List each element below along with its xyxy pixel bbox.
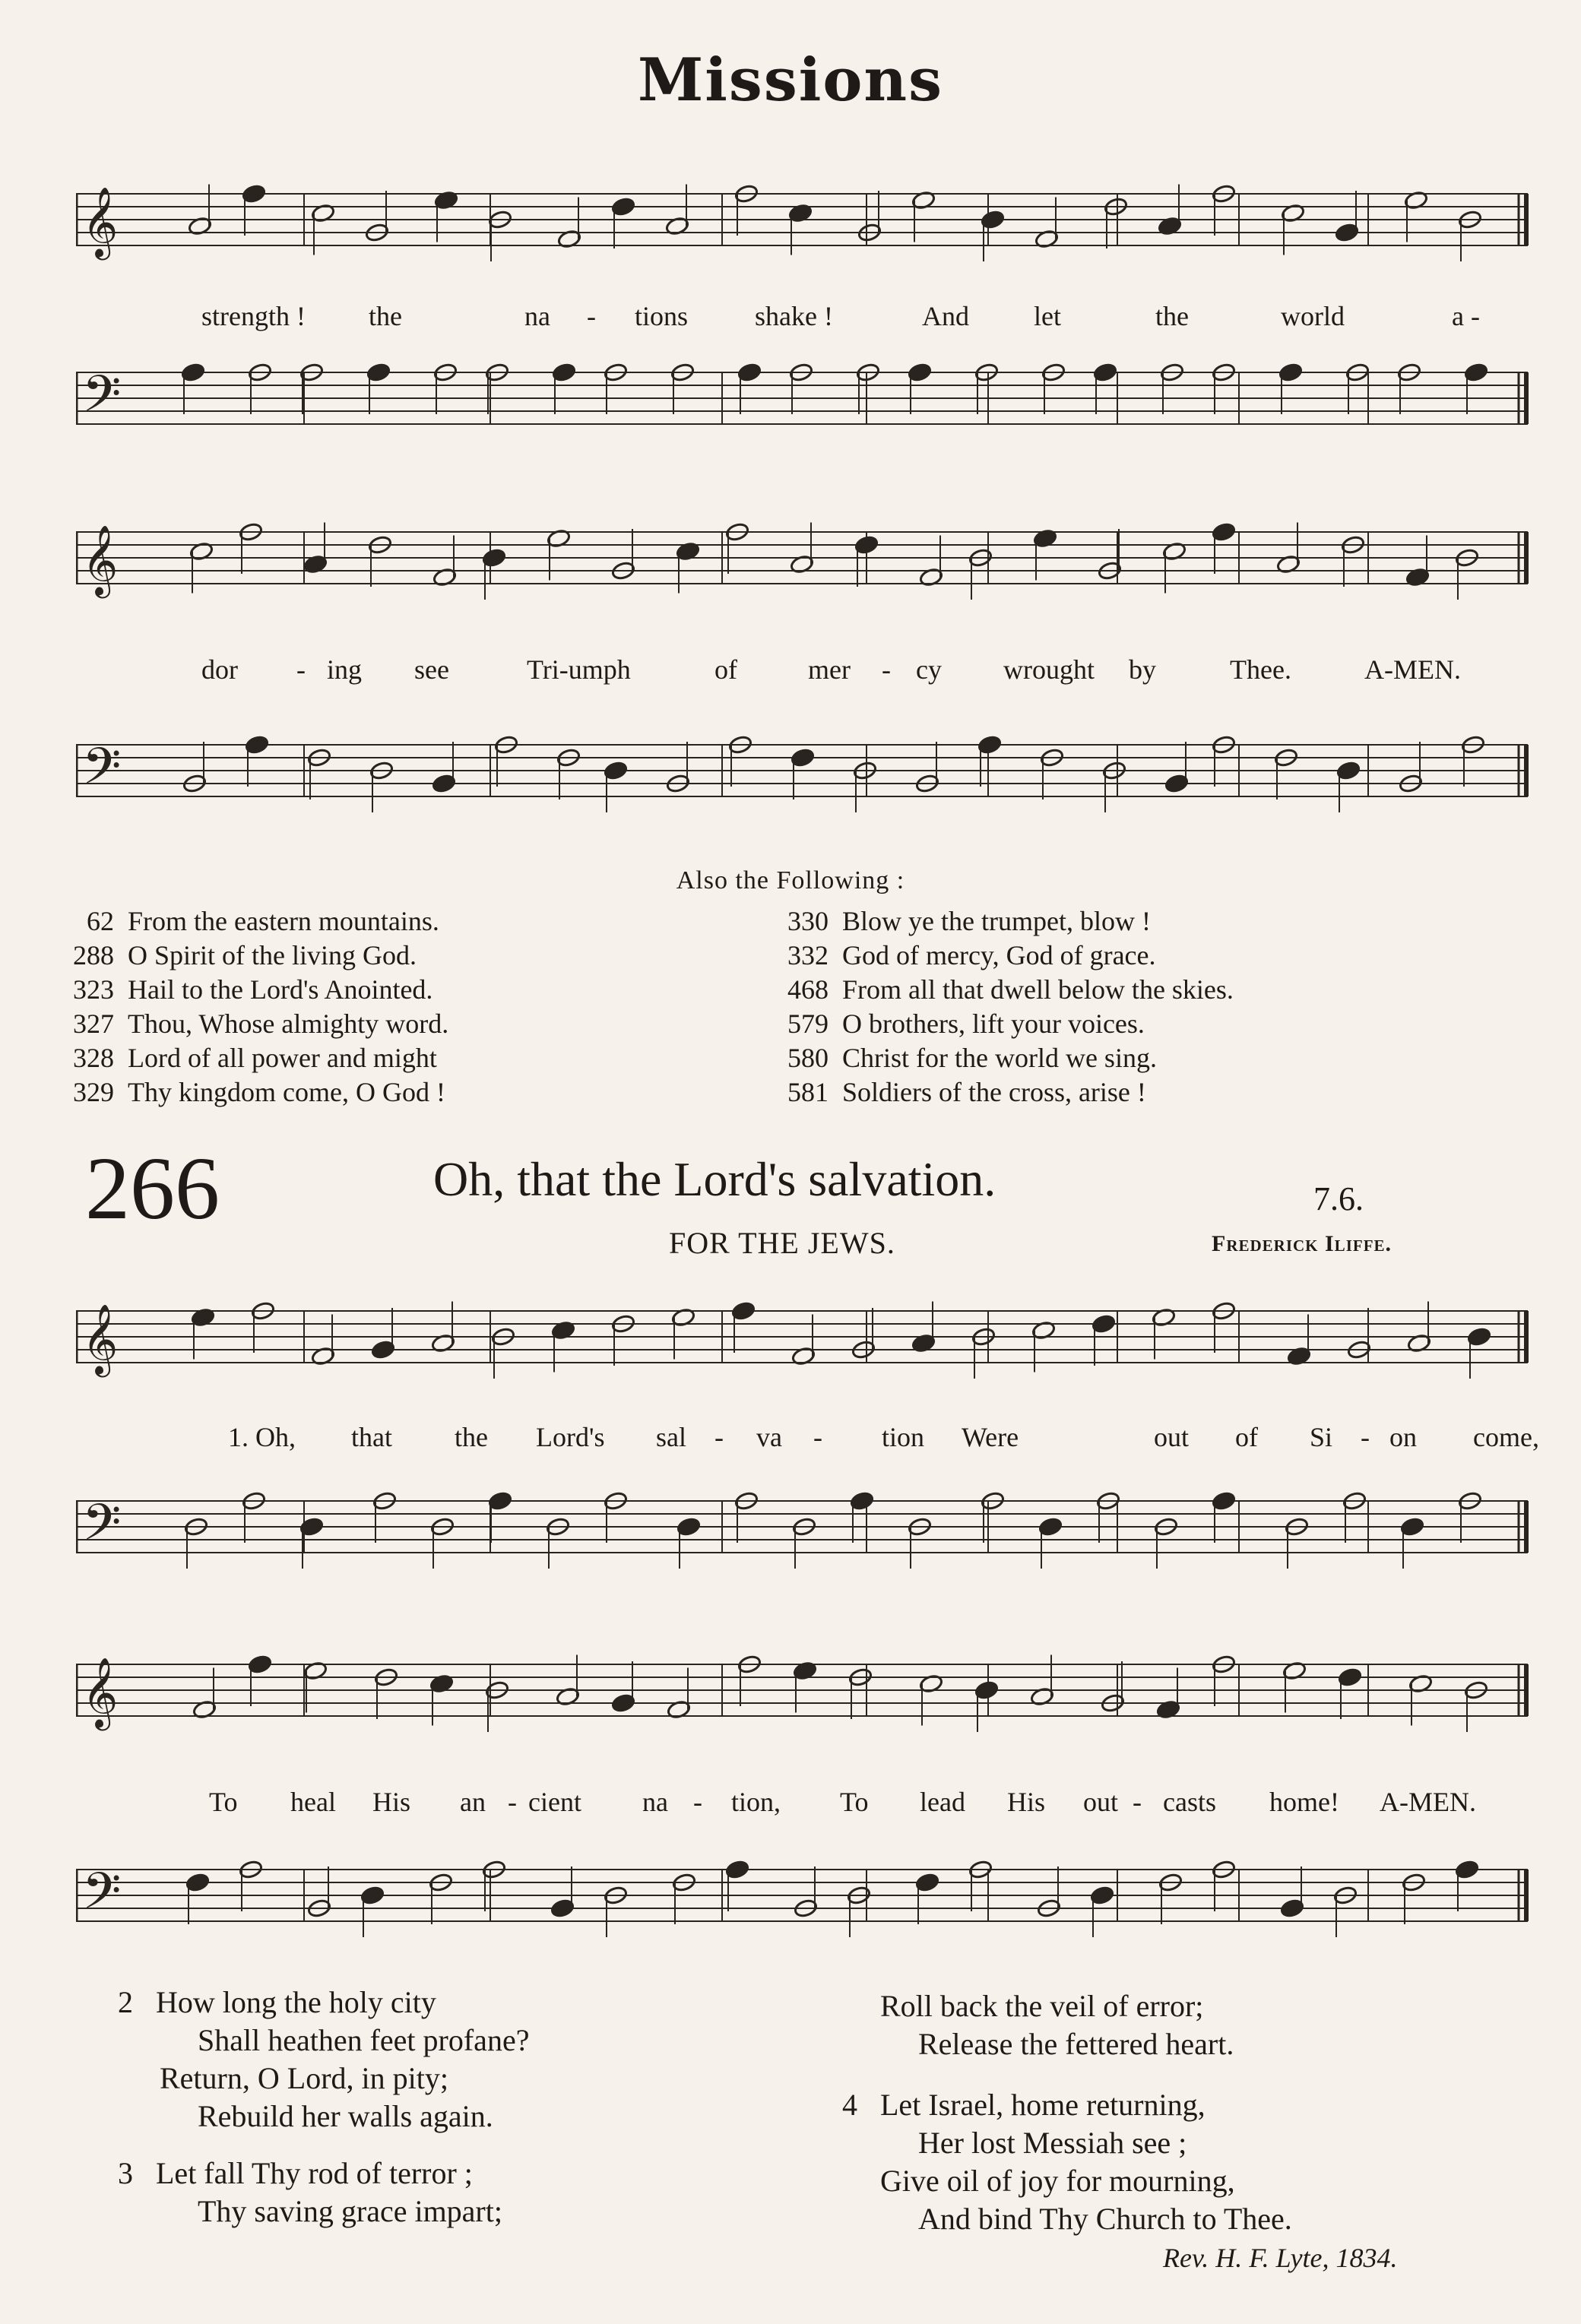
hymn-ref-title: Christ for the world we sing. bbox=[842, 1043, 1157, 1073]
lyric: - bbox=[714, 1422, 724, 1452]
lyric: the bbox=[1155, 301, 1189, 331]
lyric: of bbox=[714, 654, 737, 685]
music-system-4 bbox=[76, 1634, 1535, 1968]
verse-text: Shall heathen feet profane? bbox=[198, 2023, 530, 2057]
hymn-composer: Frederick Iliffe. bbox=[1212, 1231, 1392, 1256]
hymn-reference bbox=[46, 904, 448, 939]
hymn-ref-number: 329 bbox=[73, 1077, 114, 1107]
verse-line bbox=[118, 2193, 529, 2231]
lyric: Lord's bbox=[536, 1422, 605, 1452]
lyric: And bbox=[922, 301, 969, 331]
verses-left bbox=[118, 1984, 529, 2231]
hymn-title: Oh, that the Lord's salvation. bbox=[433, 1152, 996, 1206]
lyric: tions bbox=[635, 301, 689, 331]
lyric: cy bbox=[916, 654, 942, 685]
verse-text: Thy saving grace impart; bbox=[198, 2194, 502, 2228]
lyric: ing bbox=[327, 654, 363, 685]
hymn-ref-number: 328 bbox=[73, 1043, 114, 1073]
bass-staff bbox=[76, 357, 1535, 464]
lyric: Tri-umph bbox=[527, 654, 631, 685]
hymn-ref-title: Thou, Whose almighty word. bbox=[128, 1008, 449, 1039]
hymn-meter: 7.6. bbox=[1313, 1180, 1364, 1217]
lyric: out bbox=[1154, 1422, 1190, 1452]
hymn-ref-number: 580 bbox=[787, 1043, 829, 1073]
lyric: A-MEN. bbox=[1364, 654, 1461, 685]
verse-line bbox=[842, 1987, 1292, 2025]
verse-line bbox=[842, 2200, 1292, 2238]
lyric: strength ! bbox=[201, 301, 306, 331]
lyric: see bbox=[414, 654, 449, 685]
verse-number: 3 bbox=[118, 2156, 133, 2190]
verse-text: And bind Thy Church to Thee. bbox=[918, 2202, 1292, 2236]
svg-text:𝄞: 𝄞 bbox=[82, 1303, 119, 1374]
lyric: by bbox=[1129, 654, 1156, 685]
verse-text: Give oil of joy for mourning, bbox=[880, 2164, 1235, 2198]
hymn-ref-title: God of mercy, God of grace. bbox=[842, 940, 1156, 970]
lyric: Si bbox=[1310, 1422, 1333, 1452]
hymn-reference bbox=[46, 1041, 448, 1075]
lyric: A-MEN. bbox=[1380, 1787, 1476, 1817]
lyric: To bbox=[209, 1787, 238, 1817]
hymn-ref-title: Soldiers of the cross, arise ! bbox=[842, 1077, 1146, 1107]
hymn-reference bbox=[760, 1007, 1234, 1041]
verse-text: Roll back the veil of error; bbox=[880, 1989, 1204, 2023]
hymn-ref-number: 288 bbox=[73, 940, 114, 970]
bass-staff bbox=[76, 730, 1535, 836]
verse-text: Rebuild her walls again. bbox=[198, 2099, 493, 2133]
lyric: na bbox=[524, 301, 550, 331]
hymn-ref-number: 327 bbox=[73, 1008, 114, 1039]
lyric: va bbox=[756, 1422, 782, 1452]
verse-line bbox=[842, 2124, 1292, 2162]
svg-text:𝄢: 𝄢 bbox=[82, 365, 122, 435]
also-following-left-list bbox=[46, 904, 448, 1110]
hymn-ref-number: 468 bbox=[787, 974, 829, 1005]
hymn-ref-number: 332 bbox=[787, 940, 829, 970]
svg-text:𝄞: 𝄞 bbox=[82, 186, 119, 257]
hymn-ref-number: 579 bbox=[787, 1008, 829, 1039]
lyric: wrought bbox=[1003, 654, 1095, 685]
also-following-right-list bbox=[760, 904, 1234, 1110]
lyric: - bbox=[1133, 1787, 1142, 1817]
hymn-ref-title: Lord of all power and might bbox=[128, 1043, 437, 1073]
hymn-reference bbox=[46, 939, 448, 973]
verse-text: Return, O Lord, in pity; bbox=[160, 2061, 448, 2095]
lyric: Thee. bbox=[1230, 654, 1291, 685]
lyric: home! bbox=[1269, 1787, 1339, 1817]
hymn-reference bbox=[46, 1075, 448, 1110]
verse-text: Let Israel, home returning, bbox=[880, 2088, 1206, 2122]
svg-text:𝄢: 𝄢 bbox=[82, 1862, 122, 1933]
hymn-ref-title: O brothers, lift your voices. bbox=[842, 1008, 1145, 1039]
hymn-reference bbox=[760, 904, 1234, 939]
hymn-ref-title: From all that dwell below the skies. bbox=[842, 974, 1234, 1005]
lyric: His bbox=[1007, 1787, 1046, 1817]
hymn-reference bbox=[760, 1041, 1234, 1075]
lyric: world bbox=[1281, 301, 1345, 331]
verse-number: 2 bbox=[118, 1985, 133, 2019]
treble-staff bbox=[76, 1296, 1535, 1395]
hymn-subtitle: FOR THE JEWS. bbox=[669, 1226, 895, 1260]
music-system-2 bbox=[76, 502, 1535, 851]
hymn-ref-title: Hail to the Lord's Anointed. bbox=[128, 974, 433, 1005]
lyric: - bbox=[1361, 1422, 1370, 1452]
lyric: on bbox=[1389, 1422, 1417, 1452]
lyric: sal bbox=[656, 1422, 686, 1452]
svg-text:𝄞: 𝄞 bbox=[82, 524, 119, 595]
lyric: dor bbox=[201, 654, 238, 685]
verse-line bbox=[118, 2155, 529, 2193]
lyric: cient bbox=[528, 1787, 581, 1817]
lyric: 1. Oh, bbox=[228, 1422, 296, 1452]
lyric: - bbox=[296, 654, 306, 685]
verse-line bbox=[842, 2025, 1292, 2063]
svg-text:𝄢: 𝄢 bbox=[82, 1493, 122, 1564]
lyric: - bbox=[693, 1787, 702, 1817]
verse-text: Her lost Messiah see ; bbox=[918, 2126, 1187, 2160]
lyric: come, bbox=[1473, 1422, 1539, 1452]
hymn-ref-number: 330 bbox=[787, 906, 829, 936]
hymn-ref-number: 323 bbox=[73, 974, 114, 1005]
music-system-3 bbox=[76, 1284, 1539, 1604]
lyric: - bbox=[508, 1787, 517, 1817]
verses-right bbox=[842, 1987, 1292, 2238]
hymn-number: 266 bbox=[85, 1138, 220, 1238]
lyric: - bbox=[882, 654, 891, 685]
bass-staff bbox=[76, 1854, 1535, 1953]
hymn-reference bbox=[760, 1075, 1234, 1110]
treble-staff bbox=[76, 1649, 1535, 1748]
lyric: heal bbox=[290, 1787, 336, 1817]
lyric: tion, bbox=[731, 1787, 781, 1817]
verse-line bbox=[842, 2162, 1292, 2200]
hymn-author: Rev. H. F. Lyte, 1834. bbox=[1163, 2243, 1398, 2273]
music-system-1 bbox=[76, 167, 1535, 471]
treble-staff bbox=[76, 517, 1535, 623]
lyric: the bbox=[369, 301, 402, 331]
hymn-reference bbox=[760, 973, 1234, 1007]
verse-line bbox=[118, 2022, 529, 2060]
lyric: To bbox=[840, 1787, 869, 1817]
hymn-reference bbox=[46, 1007, 448, 1041]
hymn-ref-title: Thy kingdom come, O God ! bbox=[128, 1077, 445, 1107]
bass-staff bbox=[76, 1486, 1535, 1585]
hymn-ref-title: Blow ye the trumpet, blow ! bbox=[842, 906, 1151, 936]
lyric: out bbox=[1083, 1787, 1119, 1817]
lyric: His bbox=[372, 1787, 411, 1817]
lyric: lead bbox=[920, 1787, 965, 1817]
also-following-title: Also the Following : bbox=[676, 866, 905, 894]
lyric: an bbox=[460, 1787, 486, 1817]
lyric: na bbox=[642, 1787, 668, 1817]
verse-number: 4 bbox=[842, 2088, 857, 2122]
lyric: that bbox=[351, 1422, 392, 1452]
verse-text: Release the fettered heart. bbox=[918, 2027, 1234, 2061]
svg-text:𝄞: 𝄞 bbox=[82, 1657, 119, 1727]
lyric: Were bbox=[962, 1422, 1019, 1452]
lyric: shake ! bbox=[755, 301, 833, 331]
verse-text: How long the holy city bbox=[156, 1985, 436, 2019]
page-header: Missions bbox=[637, 46, 944, 115]
lyric: the bbox=[455, 1422, 488, 1452]
lyric: a - bbox=[1452, 301, 1480, 331]
lyric: mer bbox=[808, 654, 851, 685]
verse-line bbox=[118, 2060, 529, 2098]
verse-line bbox=[118, 2098, 529, 2136]
hymn-ref-title: O Spirit of the living God. bbox=[128, 940, 417, 970]
hymn-ref-number: 581 bbox=[787, 1077, 829, 1107]
verse-line bbox=[118, 1984, 529, 2022]
hymn-reference bbox=[760, 939, 1234, 973]
lyric: - bbox=[587, 301, 596, 331]
svg-text:𝄢: 𝄢 bbox=[82, 737, 122, 808]
lyric: let bbox=[1034, 301, 1061, 331]
hymn-reference bbox=[46, 973, 448, 1007]
lyric: tion bbox=[882, 1422, 925, 1452]
treble-staff bbox=[76, 179, 1535, 270]
hymn-ref-title: From the eastern mountains. bbox=[128, 906, 439, 936]
lyric: of bbox=[1235, 1422, 1258, 1452]
lyric: - bbox=[813, 1422, 822, 1452]
lyric: casts bbox=[1163, 1787, 1216, 1817]
verse-line bbox=[842, 2086, 1292, 2124]
hymn-ref-number: 62 bbox=[87, 906, 114, 936]
verse-text: Let fall Thy rod of terror ; bbox=[156, 2156, 473, 2190]
